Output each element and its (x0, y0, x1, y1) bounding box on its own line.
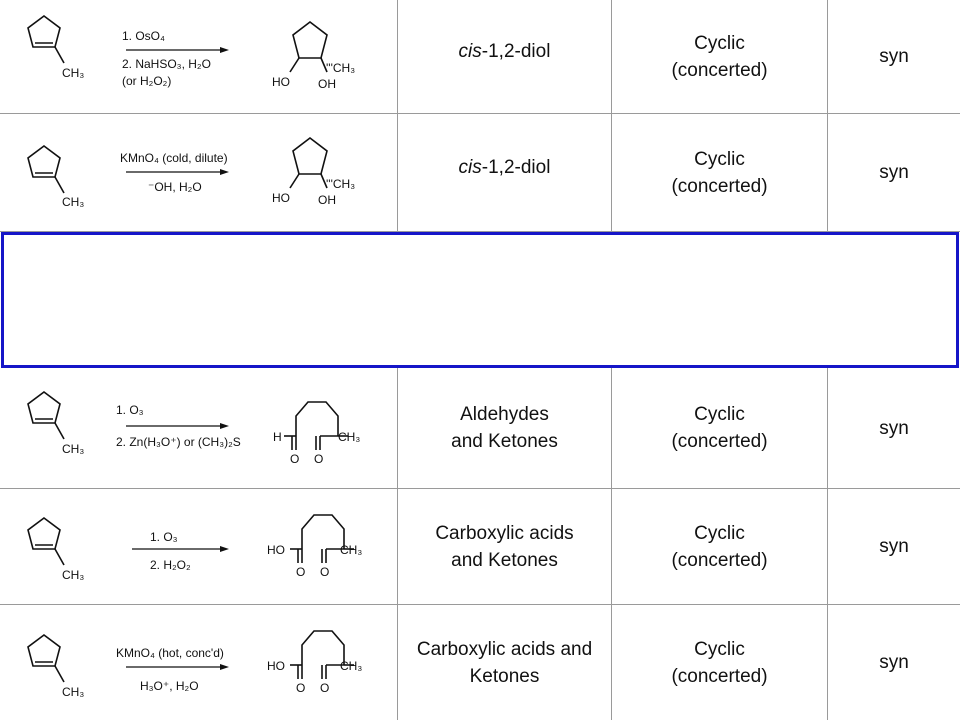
table-row (0, 489, 960, 605)
product-type-text: Aldehydes and Ketones (451, 404, 558, 452)
product-label: O (314, 452, 324, 466)
substrate-methyl-label: CH₃ (62, 66, 85, 80)
reagent-line: 2. Zn(H₃O⁺) or (CH₃)₂S (116, 435, 241, 449)
product-structure (267, 515, 362, 579)
reagent-line: 1. O₃ (116, 403, 144, 417)
product-label: HO (272, 191, 290, 205)
reaction-scheme (0, 489, 397, 604)
product-label: CH₃ (340, 659, 363, 673)
reagent-line: ⁻OH, H₂O (148, 180, 202, 194)
reaction-scheme (0, 0, 397, 113)
reagent-line: (or H₂O₂) (122, 74, 172, 88)
stereo-text: syn (879, 46, 909, 67)
product-structure (267, 631, 362, 695)
product-type (397, 605, 611, 720)
product-type (397, 0, 611, 113)
product-type-text: Carboxylic acids and Ketones (435, 522, 574, 571)
product-label: OH (318, 77, 336, 91)
reaction-drawing (0, 0, 397, 114)
reagent-line: KMnO₄ (cold, dilute) (120, 151, 228, 165)
product-type (397, 114, 611, 231)
stereochemistry (827, 368, 960, 488)
mechanism-text: Cyclic (concerted) (671, 32, 768, 81)
mechanism (611, 114, 827, 231)
product-label: O (320, 565, 330, 579)
reaction-scheme (0, 368, 397, 488)
reagent-line: H₃O⁺, H₂O (140, 679, 199, 693)
substrate-structure (28, 518, 84, 582)
product-label: O (296, 681, 306, 695)
table-row (0, 368, 960, 489)
product-label: CH₃ (338, 430, 361, 444)
mechanism (611, 605, 827, 720)
reagent-block (120, 151, 229, 194)
substrate-structure (28, 635, 84, 699)
product-structure (273, 402, 360, 466)
product-type (397, 489, 611, 604)
mechanism-text: Cyclic (concerted) (671, 148, 768, 197)
reagent-line: KMnO₄ (hot, conc'd) (116, 646, 224, 660)
product-label: HO (267, 659, 285, 673)
stereo-text: syn (879, 536, 909, 557)
reagent-block (132, 530, 229, 572)
stereochemistry (827, 605, 960, 720)
stereo-text: syn (879, 652, 909, 673)
substrate-methyl-label: CH₃ (62, 685, 85, 699)
table-row (0, 114, 960, 232)
table-row (0, 605, 960, 720)
product-label: OH (318, 193, 336, 207)
reagent-line: 1. OsO₄ (122, 29, 165, 43)
mechanism (611, 0, 827, 113)
redaction-box (1, 232, 959, 368)
substrate-methyl-label: CH₃ (62, 442, 85, 456)
stereo-text: syn (879, 417, 909, 439)
product-structure (272, 138, 355, 207)
mechanism (611, 368, 827, 488)
product-label: H (273, 430, 282, 444)
reaction-drawing (0, 368, 397, 489)
table-row (0, 0, 960, 114)
mechanism-text: Cyclic (concerted) (671, 404, 768, 452)
product-type-text: Carboxylic acids and Ketones (416, 638, 593, 687)
product-label: O (320, 681, 330, 695)
product-label: CH₃ (340, 543, 363, 557)
substrate-methyl-label: CH₃ (62, 195, 85, 209)
stereochemistry (827, 489, 960, 604)
stereochemistry (827, 114, 960, 231)
substrate-structure (28, 146, 84, 209)
mechanism-text: Cyclic (concerted) (671, 638, 768, 687)
product-label: '''CH₃ (326, 177, 356, 191)
product-structure (272, 22, 355, 91)
product-type-text: cis-1,2-diol (458, 41, 551, 62)
product-type-text: cis-1,2-diol (458, 157, 551, 178)
product-label: O (290, 452, 300, 466)
reagent-line: 1. O₃ (150, 530, 178, 544)
product-label: '''CH₃ (326, 61, 356, 75)
reagent-line: 2. NaHSO₃, H₂O (122, 57, 211, 71)
reaction-drawing (0, 114, 397, 232)
reaction-drawing (0, 489, 397, 605)
product-label: HO (267, 543, 285, 557)
reaction-scheme (0, 114, 397, 231)
reagent-line: 2. H₂O₂ (150, 558, 191, 572)
stereochemistry (827, 0, 960, 113)
reagent-block (116, 646, 229, 693)
substrate-structure (28, 392, 84, 456)
product-label: HO (272, 75, 290, 89)
mechanism (611, 489, 827, 604)
stereo-text: syn (879, 162, 909, 183)
reaction-drawing (0, 605, 397, 720)
product-type (397, 368, 611, 488)
reagent-block (122, 29, 229, 88)
substrate-structure (28, 16, 84, 80)
mechanism-text: Cyclic (concerted) (671, 522, 768, 571)
reaction-scheme (0, 605, 397, 720)
substrate-methyl-label: CH₃ (62, 568, 85, 582)
reagent-block (116, 403, 241, 449)
product-label: O (296, 565, 306, 579)
